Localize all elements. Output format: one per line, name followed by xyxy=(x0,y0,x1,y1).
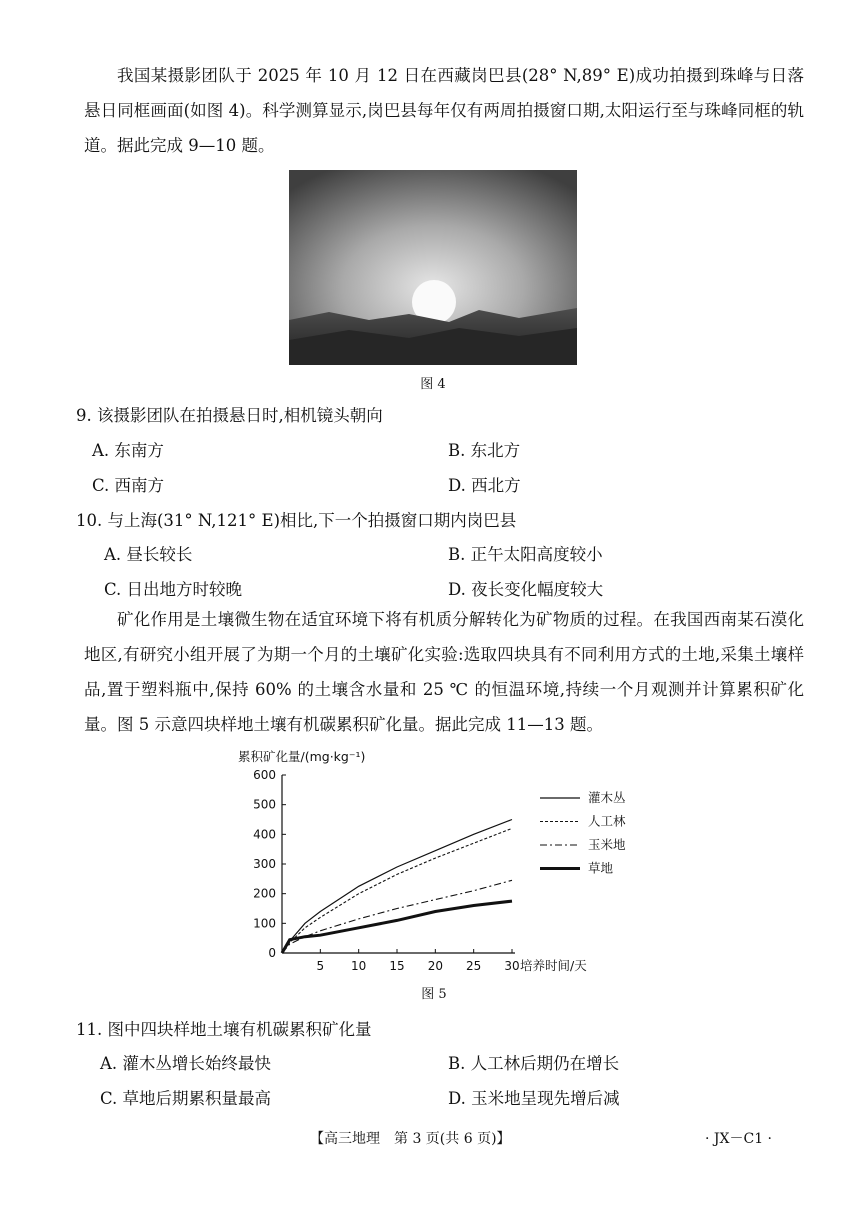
sunset-photo xyxy=(289,170,577,365)
legend-label-4: 草地 xyxy=(588,860,614,876)
q9-option-a: A. 东南方 xyxy=(92,441,164,460)
y-tick-label: 400 xyxy=(253,827,276,842)
x-tick-label: 10 xyxy=(351,959,367,973)
x-tick-label: 30 xyxy=(504,959,520,973)
q11-option-c: C. 草地后期累积量最高 xyxy=(100,1089,272,1108)
footer-code: · JX－C1 · xyxy=(705,1131,772,1147)
y-tick-label: 100 xyxy=(253,916,276,931)
passage-2: 矿化作用是土壤微生物在适宜环境下将有机质分解转化为矿物质的过程。在我国西南某石漠化地区,有研究小组开展了为期一个月的土壤矿化实验:选取四块具有不同利用方式的土地,采集土壤样品,置于塑料瓶中,保持 60% 的土壤含水量和 25 ℃ 的恒温环境,持续一个月观测并计算累积矿化量。图 5 示意四块样地土壤有机碳累积矿化量。据此完成 11—13 题。 xyxy=(84,610,804,734)
q9-stem: 9. 该摄影团队在拍摄悬日时,相机镜头朝向 xyxy=(76,406,383,425)
x-tick-label: 20 xyxy=(427,959,443,973)
q11-option-b: B. 人工林后期仍在增长 xyxy=(448,1054,620,1073)
q10-option-c: C. 日出地方时较晚 xyxy=(104,580,243,599)
x-tick-label: 5 xyxy=(316,959,325,973)
y-tick-label: 500 xyxy=(253,797,276,812)
figure4-caption: 图 4 xyxy=(420,377,446,392)
q10-stem: 10. 与上海(31° N,121° E)相比,下一个拍摄窗口期内岗巴县 xyxy=(76,511,517,530)
y-axis-label: 累积矿化量/(mg·kg⁻¹) xyxy=(238,749,366,764)
figure5-caption: 图 5 xyxy=(421,987,447,1002)
series-line-3 xyxy=(282,880,512,953)
x-tick-label: 15 xyxy=(389,959,405,973)
legend-label-3: 玉米地 xyxy=(588,837,626,852)
q11-option-a: A. 灌木丛增长始终最快 xyxy=(100,1054,271,1073)
q9-option-d: D. 西北方 xyxy=(448,476,521,495)
q9-option-b: B. 东北方 xyxy=(448,441,521,460)
q10-option-a: A. 昼长较长 xyxy=(104,545,193,564)
q11-stem: 11. 图中四块样地土壤有机碳累积矿化量 xyxy=(76,1020,372,1039)
q9-option-c: C. 西南方 xyxy=(92,476,165,495)
q11-option-d: D. 玉米地呈现先增后减 xyxy=(448,1089,620,1108)
series-line-1 xyxy=(282,820,512,954)
x-tick-label: 25 xyxy=(466,959,482,973)
x-axis-label: 培养时间/天 xyxy=(520,958,587,973)
legend-label-2: 人工林 xyxy=(588,813,626,829)
y-tick-label: 300 xyxy=(253,857,276,871)
y-tick-label: 600 xyxy=(253,768,276,782)
q10-option-d: D. 夜长变化幅度较大 xyxy=(448,580,604,599)
y-tick-label: 200 xyxy=(253,886,276,901)
mineralization-chart xyxy=(230,745,650,990)
passage-1: 我国某摄影团队于 2025 年 10 月 12 日在西藏岗巴县(28° N,89° E)成功拍摄到珠峰与日落悬日同框画面(如图 4)。科学测算显示,岗巴县每年仅有两周拍摄窗口期,太阳运行至与珠峰同框的轨道。据此完成 9—10 题。 xyxy=(84,66,804,155)
q10-option-b: B. 正午太阳高度较小 xyxy=(448,545,603,564)
legend-label-1: 灌木丛 xyxy=(588,790,626,805)
footer-page-info: 【高三地理 第 3 页(共 6 页)】 xyxy=(310,1131,511,1147)
y-tick-label: 0 xyxy=(268,946,276,960)
